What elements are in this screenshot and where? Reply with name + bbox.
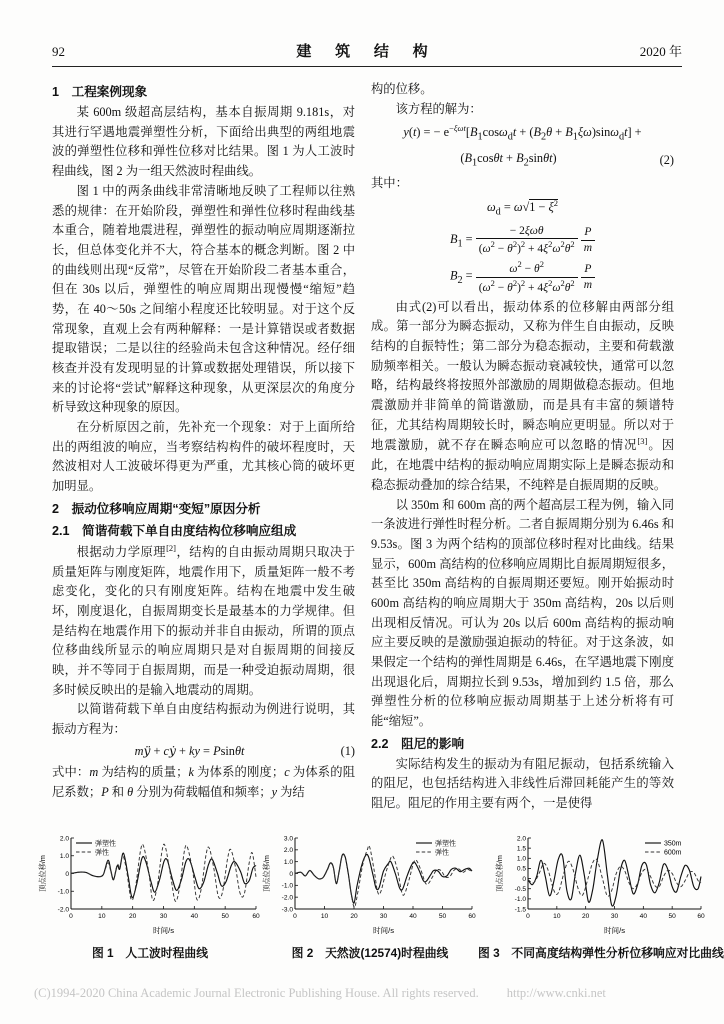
page-number: 92 — [52, 44, 65, 59]
right-column — [371, 80, 674, 814]
svg-text:0: 0 — [293, 913, 297, 920]
svg-text:600m: 600m — [663, 849, 682, 857]
section-1-heading: 1 工程案例现象 — [52, 85, 148, 99]
svg-text:时间/s: 时间/s — [152, 926, 175, 935]
svg-text:50: 50 — [668, 913, 676, 920]
svg-text:0: 0 — [65, 870, 69, 878]
figure-3-caption: 图 3 不同高度结构弹性分析位移响应对比曲线 — [478, 946, 724, 960]
equation-2-number: (2) — [659, 152, 674, 167]
left-column — [52, 80, 355, 814]
svg-text:0: 0 — [289, 870, 293, 878]
figure-2-caption: 图 2 天然波(12574)时程曲线 — [291, 946, 449, 960]
svg-text:0.5: 0.5 — [516, 865, 526, 873]
svg-text:1.5: 1.5 — [516, 845, 526, 853]
figure-1 — [38, 833, 262, 961]
article-body — [52, 80, 682, 814]
figure-3-chart — [495, 833, 707, 935]
section-2-2-heading: 2.2 阻尼的影响 — [371, 736, 465, 751]
svg-text:2.0: 2.0 — [283, 847, 293, 855]
svg-text:40: 40 — [409, 913, 417, 920]
header-divider — [52, 66, 682, 67]
svg-text:10: 10 — [553, 913, 561, 920]
svg-text:时间/s: 时间/s — [372, 926, 395, 935]
svg-text:0: 0 — [526, 913, 530, 920]
paragraph: 式中：m 为结构的质量；k 为体系的刚度；c 为体系的阻尼系数；P 和 θ 分别为荷载幅值和频率；y 为结 — [52, 765, 355, 800]
equation-omega-d: $\omega_d = \omega√1 - \xi^2$ — [486, 197, 559, 218]
paragraph: 以简谐荷载下单自由度结构振动为例进行说明，其振动方程为： — [52, 702, 355, 736]
figure-1-chart — [38, 833, 262, 935]
copyright-text: (C)1994-2020 China Academic Journal Electronic Publishing House. All rights reserved. — [34, 986, 479, 1000]
equation-b2: $B_2$ = $\frac{\omega^2 - \theta^2}{(\omega^2 - \theta^2)^2 + 4\xi^2\omega^2\theta^2}$ $\frac{P}{m}$ — [371, 259, 674, 294]
svg-text:弹性: 弹性 — [435, 849, 449, 857]
svg-text:10: 10 — [320, 913, 329, 920]
paragraph: 在分析原因之前，先补充一个现象：对于上面所给出的两组波的响应，当考察结构构件的破坏程度时，天然波相对人工波破坏得更为严重，尤其核心筒的破坏更加明显。 — [52, 419, 355, 493]
svg-text:3.0: 3.0 — [283, 835, 293, 843]
svg-text:20: 20 — [128, 913, 137, 920]
figure-3 — [478, 833, 724, 961]
svg-text:弹塑性: 弹塑性 — [95, 840, 116, 848]
paragraph: 由式(2)可以看出，振动体系的位移解由两部分组成。第一部分为瞬态振动，又称为伴生自由振动，反映结构的自振特性；第二部分为稳态振动，主要和荷载激励频率相关。一般认为瞬态振动衰减较快，通常可以忽略，结构最终将按照外部激励的周期做稳态振动。但地震激励并非简单的简谐激励，而是具有丰富的频谱特征，尤其结构周期较长时，瞬态响应更明显。所以对于地震激励，就不存在瞬态响应可以忽略的情况[3]。因此，在地震中结构的振动响应周期实际上是瞬态振动和稳态振动叠加的综合结果，不纯粹是自振周期的反映。 — [371, 299, 674, 492]
svg-text:-2.0: -2.0 — [281, 894, 293, 902]
svg-text:弹性: 弹性 — [95, 849, 109, 857]
svg-text:2.0: 2.0 — [516, 835, 526, 843]
svg-text:0: 0 — [69, 913, 73, 920]
equation-1 — [52, 742, 355, 762]
svg-text:顶点位移/m: 顶点位移/m — [494, 855, 504, 892]
publication-year: 2020 年 — [639, 44, 682, 59]
equation-2-line-2 — [371, 149, 674, 172]
svg-text:20: 20 — [350, 913, 358, 920]
svg-text:1.0: 1.0 — [59, 853, 69, 861]
svg-text:顶点位移/m: 顶点位移/m — [38, 855, 47, 892]
svg-text:50: 50 — [438, 913, 447, 920]
equation-1-body: mÿ + cẏ + ky = Psinθt — [134, 743, 245, 758]
copyright-footer — [34, 986, 704, 1001]
svg-text:20: 20 — [581, 913, 590, 920]
svg-text:30: 30 — [610, 913, 619, 920]
svg-text:350m: 350m — [663, 840, 682, 848]
svg-text:弹塑性: 弹塑性 — [435, 840, 456, 848]
figure-2-chart — [262, 833, 478, 935]
paragraph: 根据动力学原理[2]，结构的自由振动周期只取决于质量矩阵与刚度矩阵，地震作用下，质量矩阵一般不考虑变化，变化的只有刚度矩阵。结构在地震中发生破坏，刚度退化，自振周期变长是最基本的力学规律。但是结构在地震作用下的振动并非自由振动，所谓的顶点位移曲线所显示的响应周期只是对自振周期的间接反映，并不等同于自振周期，而是一种受迫振动周期，很多时候反映出的是输入地震动的周期。 — [52, 542, 355, 697]
svg-text:40: 40 — [639, 913, 647, 920]
publisher-url: http://www.cnki.net — [506, 986, 606, 1000]
svg-text:1.0: 1.0 — [516, 855, 526, 863]
svg-text:60: 60 — [697, 913, 705, 920]
svg-text:30: 30 — [379, 913, 388, 920]
journal-title: 建 筑 结 构 — [296, 44, 438, 60]
svg-text:60: 60 — [468, 913, 476, 920]
paragraph: 某 600m 级超高层结构，基本自振周期 9.181s，对其进行罕遇地震弹塑性分析，下面给出典型的两组地震波的弹塑性位移和弹性位移对比结果。图 1 为人工波时程曲线，图 2 为一组天然波时程曲线。 — [52, 105, 355, 179]
figure-2 — [262, 833, 478, 961]
paragraph: 其中： — [371, 176, 408, 191]
svg-text:10: 10 — [98, 913, 106, 920]
svg-text:40: 40 — [190, 913, 199, 920]
svg-text:0: 0 — [522, 875, 526, 883]
svg-text:-1.0: -1.0 — [281, 882, 293, 890]
figures-row — [38, 833, 724, 961]
svg-text:30: 30 — [159, 913, 168, 920]
figure-1-caption: 图 1 人工波时程曲线 — [91, 946, 208, 960]
equation-2-line-1: y(t) = − $e^{-\xi\omega t}[B_1\cos\omega_dt + (B_2\theta + B_1\xi\omega)\sin\omega_dt]$ + — [403, 123, 642, 143]
svg-text:时间/s: 时间/s — [603, 926, 625, 935]
paragraph: 该方程的解为： — [395, 101, 482, 116]
section-2-heading: 2 振动位移响应周期“变短”原因分析 — [52, 501, 261, 516]
equation-1-number: (1) — [340, 743, 355, 758]
svg-text:-0.5: -0.5 — [514, 886, 526, 894]
equation-2-body: $(B_1\cos\theta t + B_2\sin\theta t)$ — [460, 151, 557, 169]
svg-text:60: 60 — [252, 913, 260, 920]
paragraph: 实际结构发生的振动为有阻尼振动，包括系统输入的阻尼，也包括结构进入非线性后滞回耗能产生的等效阻尼。阻尼的作用主要有两个，一是使得 — [371, 756, 674, 811]
svg-text:2.0: 2.0 — [59, 835, 69, 843]
paragraph: 构的位移。 — [371, 82, 433, 96]
equation-b1: $B_1$ = $\frac{\text{− 2ξωθ}}{(\omega^2 - \theta^2)^2 + 4\xi^2\omega^2\theta^2}$ $\frac{P}{m}$ — [371, 224, 674, 257]
svg-text:-3.0: -3.0 — [281, 906, 293, 914]
paragraph: 以 350m 和 600m 高的两个超高层工程为例，输入同一条波进行弹性时程分析。二者自振周期分别为 6.46s 和 9.53s。图 3 为两个结构的顶部位移时程对比曲线。结果显示，600m 高结构的位移响应周期比自振周期短很多，甚至比 350m 高结构的自振周期还要短。刚开始振动时 600m 高结构的响应周期大于 350m 高结构，20s 以后则出现相反情况。可认为 20s 以后 600m 高结构的振动响应主要反映的是激励强迫振动的特征。对于这条波，如果假定一个结构的弹性周期是 6.46s，在罕遇地震下刚度出现退化后，周期拉长到 9.53s，增加到约 1.5 倍，那么弹塑性分析的位移响应振动周期基于上述分析将有可能“缩短”。 — [371, 497, 674, 728]
svg-text:-1.0: -1.0 — [57, 888, 69, 896]
paragraph: 图 1 中的两条曲线非常清晰地反映了工程师以往熟悉的规律：在开始阶段，弹塑性和弹性位移时程曲线基本重合，随着地震进程，弹塑性的振动响应周期逐渐拉长，但总体变化并不大，符合基本的概念判断。图 2 中的曲线则出现“反常”，尽管在开始阶段二者基本重合，但在 30s 以后，弹塑性的响应周期出现慢慢“缩短”趋势，在 40～50s 之间缩小程度还比较明显。对于这个反常现象，直观上会有两种解释：一是计算错误或者数据提取错误；二是以往的经验尚未包含这种情况。经仔细核查并没有发现明显的计算或数据处理错误，所以接下来的讨论将“尝试”解释这种现象，从更深层次的角度分析导致这种现象的原因。 — [52, 183, 355, 415]
page-header — [52, 40, 682, 61]
svg-text:顶点位移/m: 顶点位移/m — [262, 855, 271, 892]
section-2-1-heading: 2.1 简谐荷载下单自由度结构位移响应组成 — [52, 523, 297, 538]
svg-text:-1.5: -1.5 — [514, 906, 526, 914]
svg-text:50: 50 — [221, 913, 229, 920]
svg-text:1.0: 1.0 — [283, 858, 293, 866]
svg-text:-1.0: -1.0 — [514, 896, 526, 904]
svg-text:-2.0: -2.0 — [57, 906, 69, 914]
